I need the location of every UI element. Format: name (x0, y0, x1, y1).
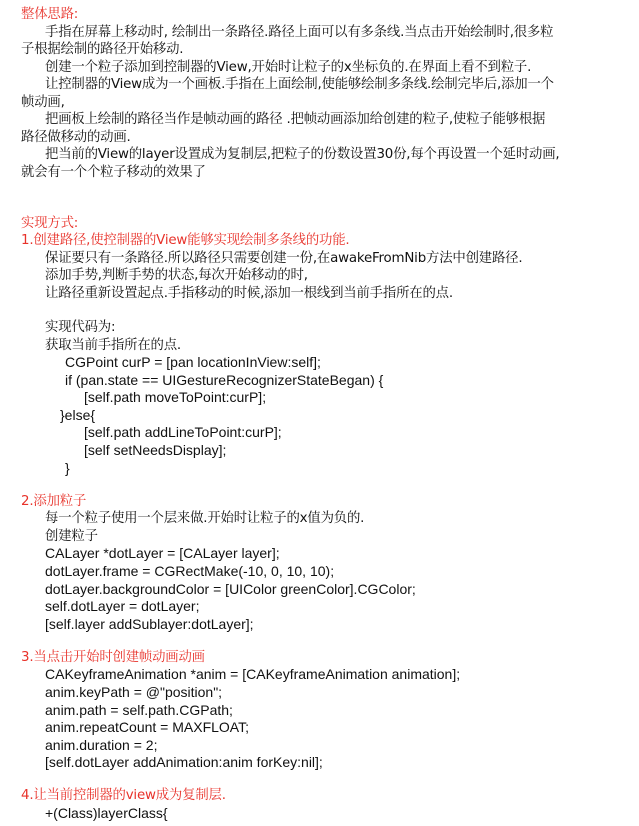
paragraph-line: 就会有一个个粒子移动的效果了 (21, 165, 206, 180)
paragraph-line: 路径做移动的动画. (21, 129, 131, 145)
code-line: dotLayer.frame = CGRectMake(-10, 0, 10, 10); (45, 563, 335, 579)
paragraph-line: 每一个粒子使用一个层来做.开始时让粒子的x值为负的. (45, 511, 365, 527)
code-line: }else{ (60, 406, 96, 423)
step-3-title: 3.当点击开始时创建帧动画动画 (21, 649, 205, 665)
code-line: [self.dotLayer addAnimation:anim forKey:nil]; (45, 754, 323, 771)
code-line: if (pan.state == UIGestureRecognizerStateBegan) { (65, 371, 384, 388)
paragraph-line: 创建粒子 (45, 528, 98, 544)
code-line: [self setNeedsDisplay]; (84, 442, 227, 458)
paragraph-line: 让控制器的View成为一个画板.手指在上面绘制,使能够绘制多条线.绘制完毕后,添加一个 (45, 77, 554, 93)
code-line: CGPoint curP = [pan locationInView:self]; (65, 354, 321, 371)
paragraph-line: 保证要只有一条路径.所以路径只需要创建一份,在awakeFromNib方法中创建路径. (45, 250, 523, 266)
paragraph-line: 手指在屏幕上移动时, 绘制出一条路径.路径上面可以有多条线.当点击开始绘制时,很多粒 (45, 24, 554, 40)
code-line: [self.layer addSublayer:dotLayer]; (45, 615, 254, 632)
paragraph-line: 把当前的View的layer设置成为复制层,把粒子的份数设置30份,每个再设置一个延时动画, (45, 147, 560, 163)
section-title-implementation: 实现方式: (21, 215, 79, 231)
paragraph-line: 帧动画, (21, 94, 65, 110)
paragraph-line: 创建一个粒子添加到控制器的View,开始时让粒子的x坐标负的.在界面上看不到粒子. (45, 59, 532, 75)
paragraph-line: 子根据绘制的路径开始移动. (21, 42, 184, 58)
code-line: dotLayer.backgroundColor = [UIColor greenColor].CGColor; (45, 580, 416, 597)
code-line: CAKeyframeAnimation *anim = [CAKeyframeAnimation animation]; (45, 666, 461, 683)
code-line: anim.duration = 2; (45, 736, 158, 753)
step-2-title: 2.添加粒子 (21, 493, 87, 509)
code-line: CALayer *dotLayer = [CALayer layer]; (45, 545, 280, 562)
paragraph-line: 把画板上绘制的路径当作是帧动画的路径 .把帧动画添加给创建的粒子,使粒子能够根据 (45, 112, 546, 128)
code-line: anim.keyPath = @"position"; (45, 684, 223, 700)
code-line: self.dotLayer = dotLayer; (45, 598, 200, 615)
code-line: anim.path = self.path.CGPath; (45, 701, 233, 718)
code-line: [self.path addLineToPoint:curP]; (84, 424, 282, 441)
paragraph-line: 添加手势,判断手势的状态,每次开始移动的时, (45, 268, 308, 284)
code-line: +(Class)layerClass{ (45, 805, 168, 821)
code-line: [self.path moveToPoint:curP]; (84, 389, 267, 406)
step-4-title: 4.让当前控制器的view成为复制层. (21, 788, 226, 804)
paragraph-line: 实现代码为: (45, 320, 116, 336)
code-line: } (65, 459, 70, 476)
step-1-title: 1.创建路径,使控制器的View能够实现绘制多条线的功能. (21, 233, 350, 249)
code-line: anim.repeatCount = MAXFLOAT; (45, 719, 249, 736)
paragraph-line: 让路径重新设置起点.手指移动的时候,添加一根线到当前手指所在的点. (45, 286, 453, 301)
section-title-overall-idea: 整体思路: (21, 7, 79, 22)
paragraph-line: 获取当前手指所在的点. (45, 337, 181, 353)
